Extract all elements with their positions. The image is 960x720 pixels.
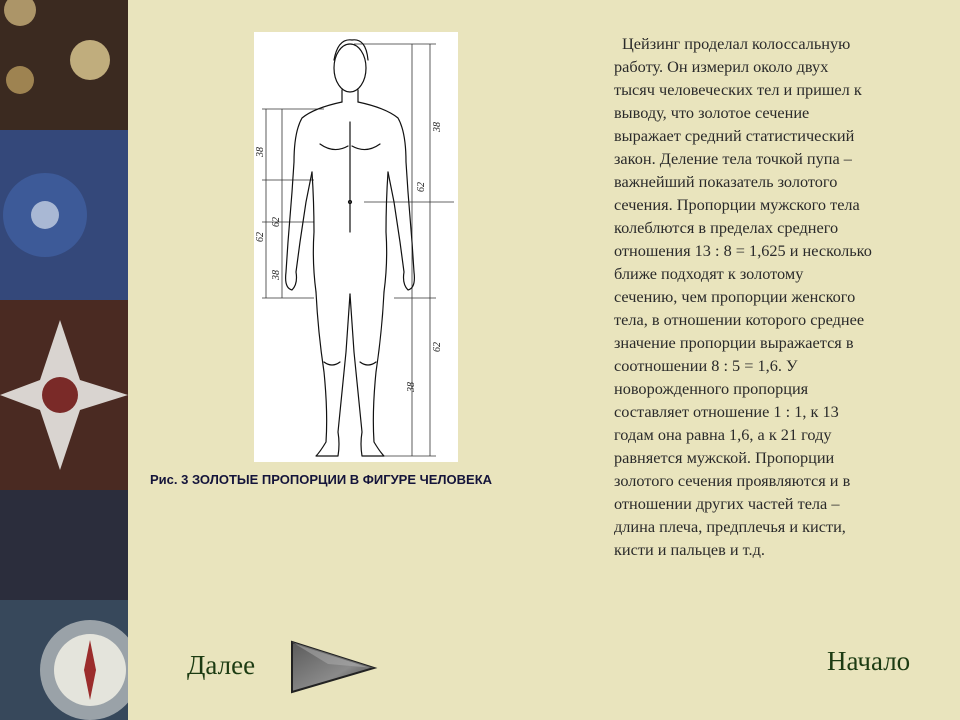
body-text [614, 32, 954, 561]
text-line: составляет отношение 1 : 1, к 13 [614, 402, 839, 421]
dim-left-bottom: 38 [271, 270, 282, 280]
figure-frame [254, 32, 458, 462]
text-line: годам она равна 1,6, а к 21 году [614, 425, 832, 444]
decorative-side-strip [0, 0, 128, 720]
dim-left-top: 38 [255, 147, 266, 157]
text-line: работу. Он измерил около двух [614, 57, 829, 76]
dim-left-middle: 62 [271, 217, 282, 227]
dim-right-top: 38 [432, 122, 443, 132]
text-line: новорожденного пропорция [614, 379, 809, 398]
text-line: значение пропорции выражается в [614, 333, 854, 352]
text-line: кисти и пальцев и т.д. [614, 540, 765, 559]
play-triangle-icon [288, 638, 378, 696]
text-line: ближе подходят к золотому [614, 264, 804, 283]
text-line: тысяч человеческих тел и пришел к [614, 80, 862, 99]
text-line: равняется мужской. Пропорции [614, 448, 835, 467]
text-line: соотношении 8 : 5 = 1,6. У [614, 356, 798, 375]
text-line: важнейший показатель золотого [614, 172, 838, 191]
text-line: выражает средний статистический [614, 126, 855, 145]
next-label: Далее [187, 650, 256, 680]
text-line: тела, в отношении которого среднее [614, 310, 865, 329]
text-line: колеблются в пределах среднего [614, 218, 839, 237]
text-line: выводу, что золотое сечение [614, 103, 810, 122]
text-line: закон. Деление тела точкой пупа – [614, 149, 852, 168]
text-line: отношении других частей тела – [614, 494, 840, 513]
dim-right-upper: 62 [416, 182, 427, 192]
human-proportion-figure [254, 32, 458, 462]
start-link[interactable]: Начало [827, 646, 911, 676]
text-line: сечению, чем пропорции женского [614, 287, 856, 306]
text-line: длина плеча, предплечья и кисти, [614, 517, 846, 536]
dim-left-lower: 62 [255, 232, 266, 242]
text-line: золотого сечения проявляются и в [614, 471, 851, 490]
dim-right-lower: 62 [432, 342, 443, 352]
figure-caption: Рис. 3 ЗОЛОТЫЕ ПРОПОРЦИИ В ФИГУРЕ ЧЕЛОВЕКА [150, 472, 493, 487]
next-button[interactable] [288, 638, 378, 701]
text-line: сечения. Пропорции мужского тела [614, 195, 860, 214]
text-line: Цейзинг проделал колоссальную [622, 34, 851, 53]
text-line: отношения 13 : 8 = 1,625 и несколько [614, 241, 872, 260]
dim-right-bottom: 38 [406, 382, 417, 392]
